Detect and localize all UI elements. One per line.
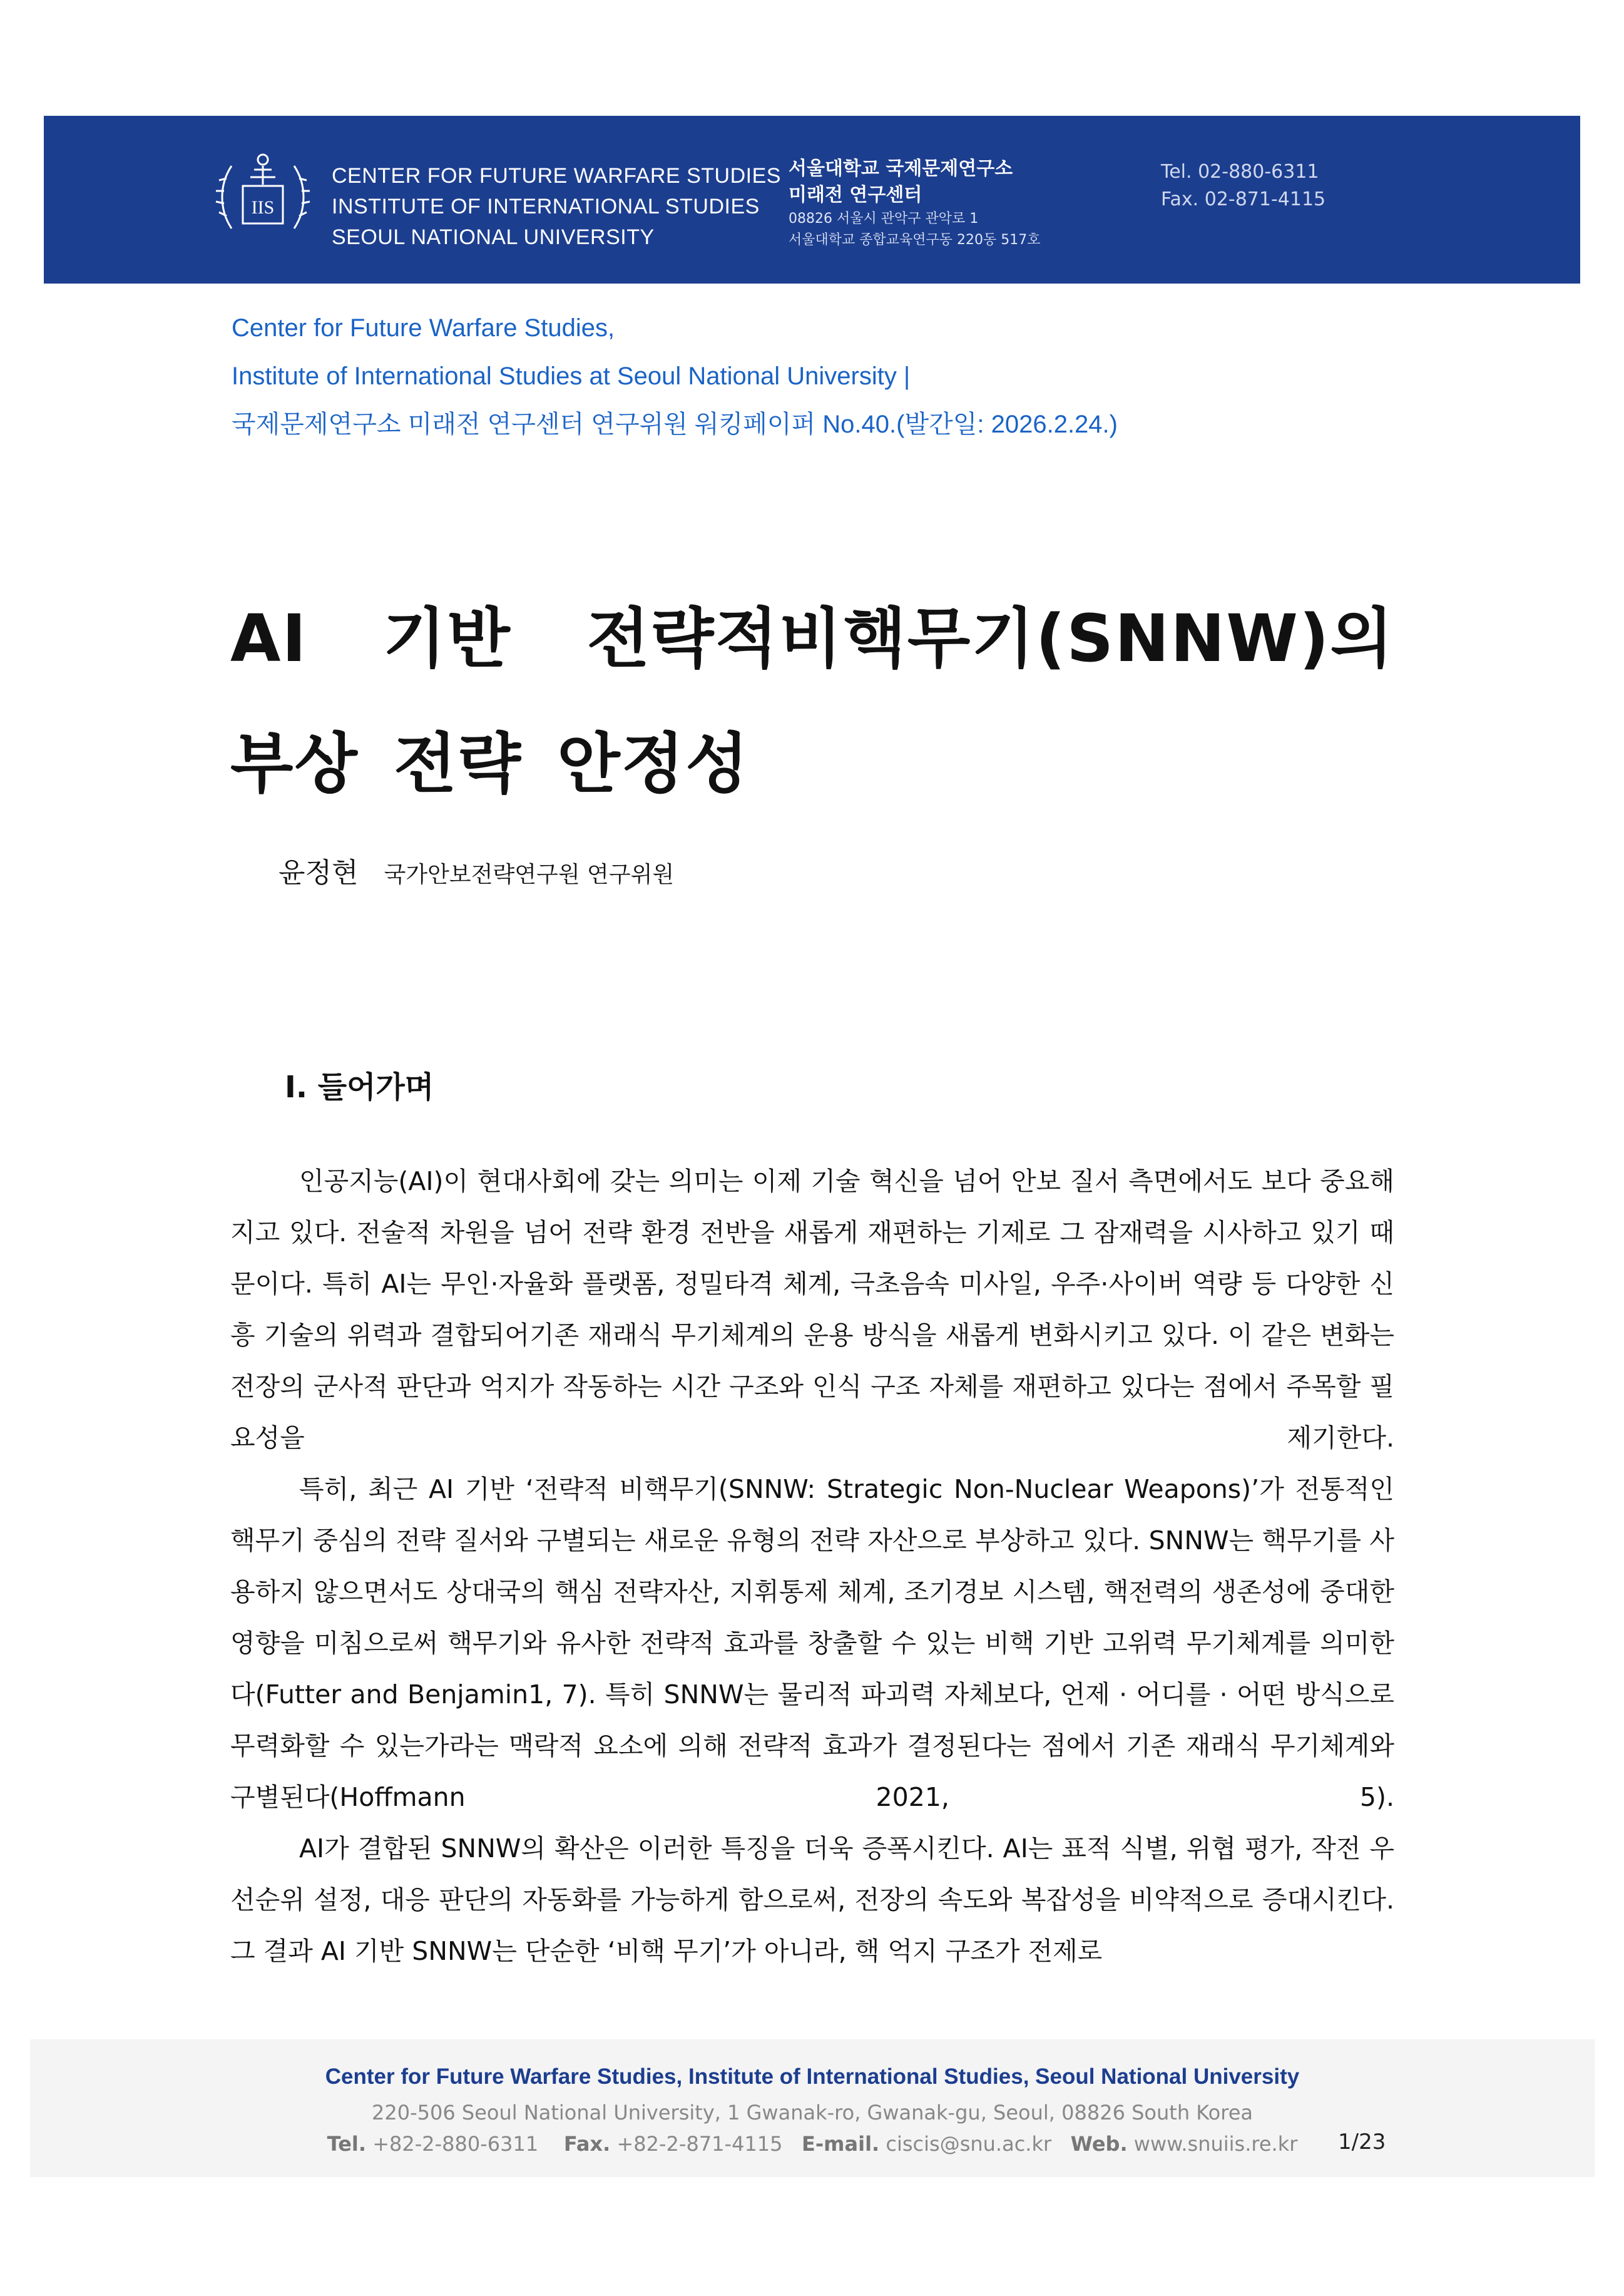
author-affiliation: 국가안보전략연구원 연구위원 <box>384 862 675 888</box>
title-word-3: 전략적비핵무기(SNNW)의 <box>586 600 1394 677</box>
footer-fax-label: Fax. <box>563 2132 611 2156</box>
title-line-1 <box>230 576 1394 701</box>
subheader-line-1: Center for Future Warfare Studies, <box>232 314 615 342</box>
body-paragraph-2: 특히, 최근 AI 기반 ‘전략적 비핵무기(SNNW: Strategic Non-Nuclear Weapons)’가 전통적인 핵무기 중심의 전략 질서와 구별되는 새로운 유형의 전략 자산으로 부상하고 있다. SNNW는 핵무기를 사용하지 않으면서도 상대국의 핵심 전략자산, 지휘통제 체계, 조기경보 시스템, 핵전력의 생존성에 중대한 영향을 미침으로써 핵무기와 유사한 전략적 효과를 창출할 수 있는 비핵 기반 고위력 무기체계를 의미한다(Futter and Benjamin1, 7). 특히 SNNW는 물리적 파괴력 자체보다, 언제 · 어디를 · 어떤 방식으로 무력화할 수 있는가라는 맥락적 요소에 의해 전략적 효과가 결정된다는 점에서 기존 재래식 무기체계와 구별된다(Hoffmann 2021, 5). <box>230 1474 1394 1812</box>
title-line-2: 부상 전략 안정성 <box>230 725 750 802</box>
footer-web-label: Web. <box>1070 2132 1128 2156</box>
footer <box>30 2039 1595 2177</box>
footer-fax: +82-2-871-4115 <box>616 2132 783 2156</box>
header-band <box>44 116 1580 284</box>
footer-title: Center for Future Warfare Studies, Institute of International Studies, Seoul National University <box>325 2064 1300 2089</box>
institute-english-name <box>332 161 781 253</box>
kr-title-1: 서울대학교 국제문제연구소 <box>789 158 1013 180</box>
header-tel: Tel. 02-880-6311 <box>1161 161 1319 183</box>
page-number: 1/23 <box>1338 2129 1386 2155</box>
kr-address-2: 서울대학교 종합교육연구동 220동 517호 <box>789 232 1041 248</box>
institute-korean-info <box>789 156 1041 251</box>
header-contact <box>1161 158 1325 213</box>
footer-web-link[interactable]: www.snuiis.re.kr <box>1133 2132 1298 2156</box>
title-word-2: 기반 <box>382 600 511 677</box>
svg-text:IIS: IIS <box>251 197 275 218</box>
footer-email-link[interactable]: ciscis@snu.ac.kr <box>886 2132 1052 2156</box>
paper-title <box>230 576 1394 826</box>
footer-tel-label: Tel. <box>327 2132 367 2156</box>
body-text <box>230 1156 1394 1977</box>
paper-subheader <box>232 304 1118 449</box>
title-word-1: AI <box>230 600 308 677</box>
en-line-2: INSTITUTE OF INTERNATIONAL STUDIES <box>332 195 760 218</box>
section-heading: Ⅰ. 들어가며 <box>285 1070 434 1105</box>
author-line <box>278 850 674 890</box>
kr-title-2: 미래전 연구센터 <box>789 184 922 206</box>
subheader-line-2: Institute of International Studies at Seoul National University | <box>232 362 911 390</box>
subheader-line-3: 국제문제연구소 미래전 연구센터 연구위원 워킹페이퍼 No.40.(발간일: 2026.2.24.) <box>232 411 1118 438</box>
body-paragraph-1: 인공지능(AI)이 현대사회에 갖는 의미는 이제 기술 혁신을 넘어 안보 질서 측면에서도 보다 중요해지고 있다. 전술적 차원을 넘어 전략 환경 전반을 새롭게 재편하는 기제로 그 잠재력을 시사하고 있기 때문이다. 특히 AI는 무인·자율화 플랫폼, 정밀타격 체계, 극초음속 미사일, 우주·사이버 역량 등 다양한 신흥 기술의 위력과 결합되어기존 재래식 무기체계의 운용 방식을 새롭게 변화시키고 있다. 이 같은 변화는 전장의 군사적 판단과 억지가 작동하는 시간 구조와 인식 구조 자체를 재편하고 있다는 점에서 주목할 필요성을 제기한다. <box>230 1166 1394 1453</box>
snu-iis-emblem-icon <box>213 147 313 247</box>
author-name: 윤정현 <box>278 857 359 889</box>
en-line-1: CENTER FOR FUTURE WARFARE STUDIES <box>332 164 781 188</box>
en-line-3: SEOUL NATIONAL UNIVERSITY <box>332 225 655 249</box>
footer-tel: +82-2-880-6311 <box>372 2132 539 2156</box>
footer-email-label: E-mail. <box>802 2132 880 2156</box>
kr-address-1: 08826 서울시 관악구 관악로 1 <box>789 211 979 227</box>
header-fax: Fax. 02-871-4115 <box>1161 188 1326 210</box>
footer-address: 220-506 Seoul National University, 1 Gwanak-ro, Gwanak-gu, Seoul, 08826 South Korea <box>372 2101 1253 2124</box>
body-paragraph-3: AI가 결합된 SNNW의 확산은 이러한 특징을 더욱 증폭시킨다. AI는 표적 식별, 위협 평가, 작전 우선순위 설정, 대응 판단의 자동화를 가능하게 함으로써, 전장의 속도와 복잡성을 비약적으로 증대시킨다. 그 결과 AI 기반 SNNW는 단순한 ‘비핵 무기’가 아니라, 핵 억지 구조가 전제로 <box>230 1833 1394 1966</box>
